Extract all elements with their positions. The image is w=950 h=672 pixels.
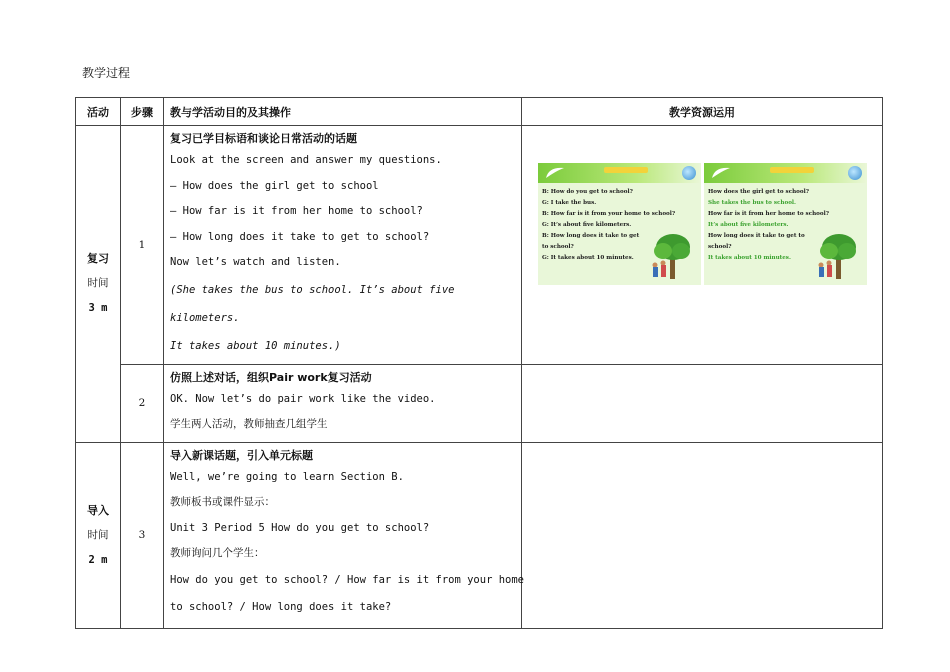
slide-line: G: It’s about five kilometers. [542,222,632,228]
tree-illustration-icon [645,229,693,281]
text-line: to school? / How long does it take? [170,600,392,613]
operation-cell [164,442,525,628]
text-line: How do you get to school? / How far is it from your home [170,573,525,586]
resources-cell [522,364,883,442]
text-line: — How does the girl get to school [170,179,379,192]
text-line: 学生两人活动，教师抽查几组学生 [170,418,328,430]
slide-banner [704,163,867,183]
slide-line: How does the girl get to school? [708,189,810,195]
step-title: 导入新课话题，引入单元标题 [170,448,313,462]
text-line: OK. Now let’s do pair work like the video. [170,392,436,405]
slide-line: It’s about five kilometers. [708,222,789,228]
activity-cell [76,126,121,443]
table-row [76,126,883,365]
activity-name: 复习 [87,252,109,266]
slide-tag [604,167,648,173]
slide-line: She takes the bus to school. [708,200,797,206]
lesson-table [75,97,883,629]
section-heading: 教学过程 [82,66,131,80]
table-row [76,364,883,442]
table-header-row [76,98,883,126]
text-line: 教师板书或课件显示： [170,496,275,508]
operation-cell [164,126,522,365]
slide-line: G: I take the bus. [542,200,597,206]
step-number: 2 [121,364,164,442]
slide-banner [538,163,701,183]
time-label: 时间 [87,277,109,290]
table-row [76,442,883,628]
leaf-logo-icon [544,166,566,180]
text-line: Well, we’re going to learn Section B. [170,470,404,483]
italic-line: It takes about 10 minutes.) [170,339,341,352]
step-number: 3 [121,442,164,628]
duration: 3 m [88,302,108,315]
text-line: Look at the screen and answer my questions. [170,154,442,166]
leaf-logo-icon [710,166,732,180]
slide-line: How far is it from her home to school? [708,211,830,217]
slide-tag [770,167,814,173]
step-title: 仿照上述对话，组织Pair work复习活动 [170,370,372,384]
text-line: Now let’s watch and listen. [170,256,341,268]
slide-line: school? [708,244,732,250]
text-line: Unit 3 Period 5 How do you get to school? [170,521,430,534]
col-header-resources: 教学资源运用 [522,98,883,126]
activity-cell [76,442,121,628]
slide-line: It takes about 10 minutes. [708,255,791,261]
col-header-step: 步骤 [121,98,164,126]
slide-line: G: It takes about 10 minutes. [542,255,634,261]
operation-cell [164,364,522,442]
slide-line: B: How far is it from your home to school? [542,211,676,217]
text-line: — How long does it take to get to school? [170,230,430,243]
text-line: 教师询问几个学生： [170,547,265,559]
globe-icon [848,166,862,180]
resources-cell [522,442,883,628]
italic-line: (She takes the bus to school. It’s about five kilometers. [170,283,455,324]
resources-cell [522,126,883,365]
step-number: 1 [121,126,164,365]
slide-thumbnail [704,163,867,285]
globe-icon [682,166,696,180]
slide-thumbnail [538,163,701,285]
duration: 2 m [88,553,108,566]
tree-illustration-icon [811,229,859,281]
slide-line: B: How long does it take to get [542,233,640,239]
slide-line: to school? [542,244,574,250]
col-header-operation: 教与学活动目的及其操作 [164,98,522,126]
activity-name: 导入 [87,503,109,517]
time-label: 时间 [87,528,109,541]
col-header-activity: 活动 [76,98,121,126]
step-title: 复习已学目标语和谈论日常活动的话题 [170,132,357,145]
slide-line: B: How do you get to school? [542,189,633,195]
text-line: — How far is it from her home to school? [170,205,423,217]
slide-line: How long does it take to get to [708,233,805,239]
